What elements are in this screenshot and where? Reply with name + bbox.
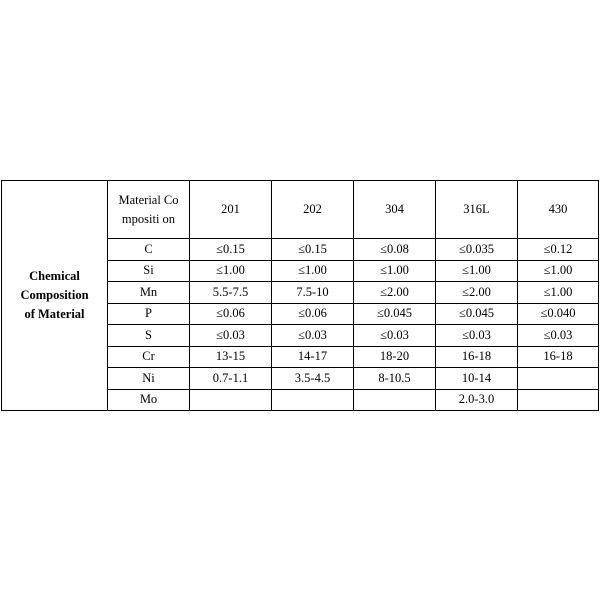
grade-header: 201 [190,181,272,239]
title-line: of Material [24,307,85,321]
value-cell: 16-18 [518,346,599,368]
value-cell: 0.7-1.1 [190,368,272,390]
value-cell [190,389,272,411]
value-cell [272,389,354,411]
value-cell: ≤0.15 [190,239,272,261]
value-cell: ≤2.00 [436,282,518,304]
element-cell: C [108,239,190,261]
value-cell: ≤0.03 [518,325,599,347]
header-label: Material Compositi on [118,192,179,226]
title-line: Composition [20,288,89,302]
value-cell: ≤0.08 [354,239,436,261]
value-cell: 10-14 [436,368,518,390]
grade-header: 202 [272,181,354,239]
value-cell: 16-18 [436,346,518,368]
element-cell: Si [108,260,190,282]
value-cell: ≤0.06 [190,303,272,325]
value-cell: ≤0.03 [354,325,436,347]
element-cell: Cr [108,346,190,368]
value-cell [354,389,436,411]
table-title [2,181,108,411]
value-cell: ≤0.15 [272,239,354,261]
chemical-composition-table [1,180,599,411]
element-cell: Ni [108,368,190,390]
grade-header: 316L [436,181,518,239]
grade-header: 430 [518,181,599,239]
value-cell [518,389,599,411]
value-cell: 8-10.5 [354,368,436,390]
value-cell: ≤0.03 [436,325,518,347]
value-cell: 13-15 [190,346,272,368]
element-cell: Mo [108,389,190,411]
value-cell: ≤0.03 [272,325,354,347]
element-cell: Mn [108,282,190,304]
header-label-cell [108,181,190,239]
value-cell: ≤2.00 [354,282,436,304]
value-cell [518,368,599,390]
value-cell: ≤1.00 [190,260,272,282]
grade-header: 304 [354,181,436,239]
value-cell: ≤1.00 [272,260,354,282]
value-cell: ≤0.040 [518,303,599,325]
value-cell: 5.5-7.5 [190,282,272,304]
value-cell: 3.5-4.5 [272,368,354,390]
value-cell: ≤1.00 [518,282,599,304]
value-cell: 18-20 [354,346,436,368]
element-cell: P [108,303,190,325]
value-cell: ≤1.00 [436,260,518,282]
value-cell: ≤1.00 [518,260,599,282]
title-line: Chemical [29,269,80,283]
value-cell: 14-17 [272,346,354,368]
value-cell: 2.0-3.0 [436,389,518,411]
value-cell: ≤0.045 [436,303,518,325]
value-cell: ≤0.035 [436,239,518,261]
element-cell: S [108,325,190,347]
value-cell: ≤0.045 [354,303,436,325]
header-row [2,181,599,239]
value-cell: ≤0.12 [518,239,599,261]
value-cell: ≤0.06 [272,303,354,325]
value-cell: ≤0.03 [190,325,272,347]
value-cell: ≤1.00 [354,260,436,282]
value-cell: 7.5-10 [272,282,354,304]
